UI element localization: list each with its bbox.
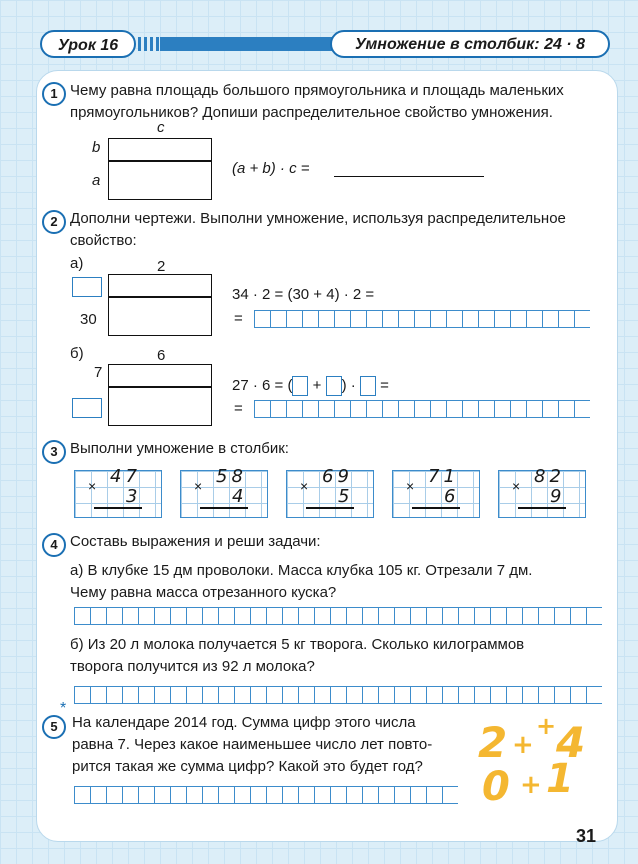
multiply-sign: × [194, 478, 203, 494]
big-rectangle [108, 138, 212, 200]
task-4b-answer-cells[interactable] [74, 686, 602, 704]
task-5-line2: равна 7. Через какое наименьшее число лет повто- [72, 736, 433, 753]
multiplier: 4 [232, 486, 244, 507]
task-2-number: 2 [42, 210, 66, 234]
task-4a-answer-cells[interactable] [74, 607, 602, 625]
task-2b-eq-end: = [380, 377, 389, 394]
task-4b-line2: творога получится из 92 л молока? [70, 658, 315, 675]
task-3-text: Выполни умножение в столбик: [70, 440, 289, 457]
task-2a-equation: 34 · 2 = (30 + 4) · 2 = [232, 286, 375, 303]
answer-line[interactable] [334, 176, 484, 177]
task-2b-top-label: 6 [157, 347, 166, 364]
task-5-number: 5 [42, 715, 66, 739]
multiplicand: 82 [534, 466, 565, 487]
multiplier: 6 [444, 486, 456, 507]
multiplicand: 58 [216, 466, 247, 487]
multiply-sign: × [300, 478, 309, 494]
deco-plus-3: + [520, 770, 542, 800]
task-2-text-line2: свойство: [70, 232, 137, 249]
multiplicand: 71 [428, 466, 459, 487]
task-1-text-line1: Чему равна площадь большого прямоугольника и площадь маленьких [70, 82, 564, 99]
lesson-badge: Урок 16 [40, 30, 136, 58]
label-b: b [92, 139, 101, 156]
result-line [94, 507, 142, 509]
multiply-sign: × [88, 478, 97, 494]
deco-plus-2: + [536, 712, 557, 740]
task-2a-side-label: 30 [80, 311, 97, 328]
result-line [518, 507, 566, 509]
task-2b-plus: + [312, 377, 322, 394]
deco-digit-0: 0 [482, 764, 510, 810]
task-3-number: 3 [42, 440, 66, 464]
task-2a-side-box[interactable] [72, 277, 102, 297]
task-2b-mul: ) · [341, 377, 356, 394]
deco-digit-1: 1 [546, 756, 574, 802]
task-2a-rectangle [108, 274, 212, 336]
task-2b-label: б) [70, 345, 84, 362]
task-2b-side-label: 7 [94, 364, 103, 381]
task-2b-box-1[interactable] [292, 376, 308, 396]
topic-title: Умножение в столбик: 24 · 8 [330, 30, 610, 58]
task-2a-equals: = [234, 310, 243, 327]
label-a: a [92, 172, 101, 189]
distributive-formula: (a + b) · c = [232, 160, 310, 177]
task-5-answer-cells[interactable] [74, 786, 458, 804]
result-line [306, 507, 354, 509]
result-line [412, 507, 460, 509]
task-2b-equals: = [234, 400, 243, 417]
task-2b-divider [108, 386, 212, 388]
deco-digit-2: 2 [478, 718, 508, 767]
multiplicand: 69 [322, 466, 353, 487]
task-5-line1: На календаре 2014 год. Сумма цифр этого числа [72, 714, 416, 731]
multiply-sign: × [406, 478, 415, 494]
multiplicand: 47 [110, 466, 141, 487]
task-2a-answer-cells[interactable] [254, 310, 590, 328]
task-2b-answer-cells[interactable] [254, 400, 590, 418]
multiplier: 3 [126, 486, 138, 507]
task-2b-eq-start: 27 · 6 = ( [232, 377, 293, 394]
multiplier: 5 [338, 486, 350, 507]
result-line [200, 507, 248, 509]
task-2b-box-3[interactable] [360, 376, 376, 396]
task-4a-line2: Чему равна масса отрезанного куска? [70, 584, 337, 601]
rectangle-divider [108, 160, 212, 162]
task-5-star: * [60, 700, 67, 717]
task-2b-rectangle [108, 364, 212, 426]
multiply-sign: × [512, 478, 521, 494]
task-2b-side-box[interactable] [72, 398, 102, 418]
task-2b-box-2[interactable] [326, 376, 342, 396]
task-4-text: Составь выражения и реши задачи: [70, 533, 321, 550]
header-bar [160, 37, 340, 51]
multiplier: 9 [550, 486, 562, 507]
task-4b-line1: б) Из 20 л молока получается 5 кг творога. Сколько килограммов [70, 636, 525, 653]
label-c: c [157, 119, 165, 136]
task-2a-label: а) [70, 255, 84, 272]
deco-plus-1: + [512, 730, 534, 760]
task-2-text-line1: Дополни чертежи. Выполни умножение, используя распределительное [70, 210, 566, 227]
task-4-number: 4 [42, 533, 66, 557]
task-5-line3: рится такая же сумма цифр? Какой это будет год? [72, 758, 423, 775]
task-1-number: 1 [42, 82, 66, 106]
deco-digit-4: 4 [556, 718, 586, 767]
page-number: 31 [575, 826, 597, 846]
task-1-text-line2: прямоугольников? Допиши распределительное свойство умножения. [70, 104, 553, 121]
task-2a-top-label: 2 [157, 258, 166, 275]
task-2a-divider [108, 296, 212, 298]
task-4a-line1: а) В клубке 15 дм проволоки. Масса клубка 105 кг. Отрезали 7 дм. [70, 562, 533, 579]
task-2b-equation [232, 375, 389, 397]
